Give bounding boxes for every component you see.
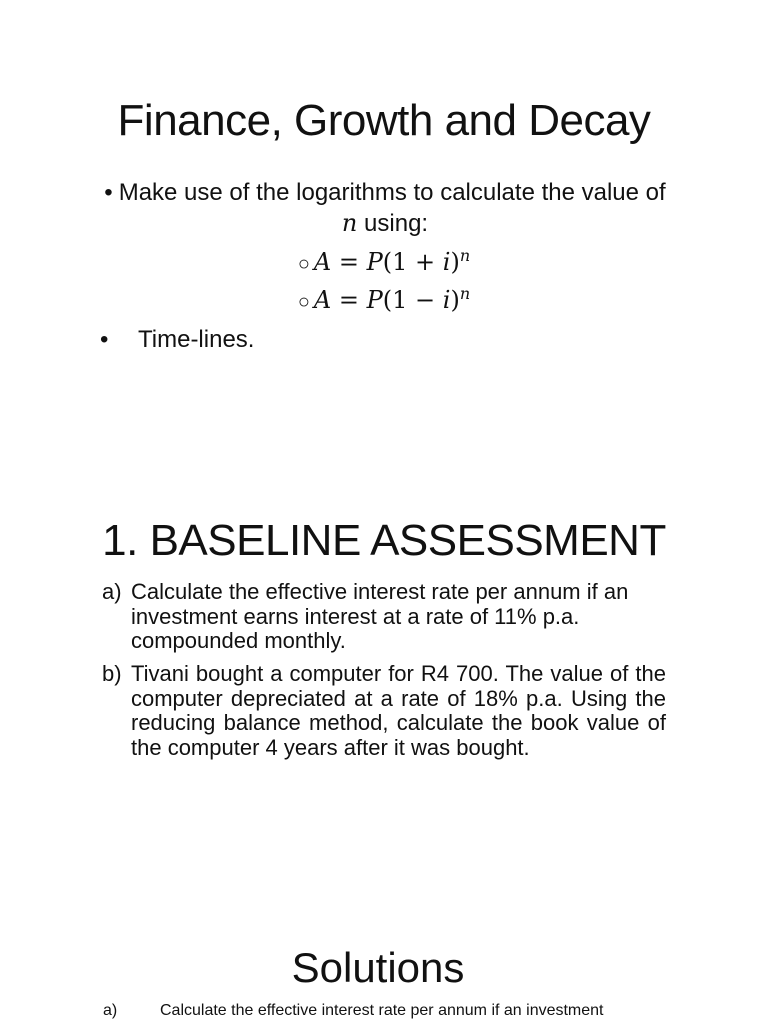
formula-a: A	[313, 286, 332, 314]
formula-paren: (1 +	[382, 248, 443, 276]
formula-i: i	[442, 286, 451, 314]
bullet-text: Time-lines.	[138, 326, 255, 353]
question-label: a)	[102, 579, 122, 604]
question-text: Calculate the effective interest rate per annum if an investment earns interest at a rate of 11% p.a. compounded monthly.	[131, 579, 629, 653]
formula-close: )	[450, 286, 460, 314]
slide-title-finance: Finance, Growth and Decay	[117, 96, 651, 145]
formula-exponent: n	[459, 246, 471, 265]
bullet-text-suffix: using:	[357, 210, 429, 237]
bullet-logarithms	[100, 178, 670, 239]
slide-title-baseline-assessment: 1. BASELINE ASSESSMENT	[102, 516, 666, 565]
formula-paren: (1 −	[382, 286, 443, 314]
formula-equals: =	[331, 248, 367, 276]
sub-bullet-circle: ○	[297, 291, 310, 313]
formula-a: A	[313, 248, 332, 276]
formula-compound-decay	[0, 284, 768, 314]
sub-bullet-circle: ○	[297, 253, 310, 275]
bullet-math-variable: n	[341, 209, 358, 237]
question-label: b)	[102, 661, 122, 686]
question-b	[102, 662, 666, 760]
solution-text: Calculate the effective interest rate per annum if an investment	[160, 1002, 604, 1019]
solution-question-a	[103, 1002, 604, 1020]
formula-p: P	[366, 286, 383, 314]
formula-equals: =	[331, 286, 367, 314]
bullet-dot: •	[104, 179, 113, 206]
formula-exponent: n	[459, 284, 471, 303]
slide-title-solutions: Solutions	[291, 944, 465, 991]
bullet-text-prefix: Make use of the logarithms to calculate the value of	[118, 179, 666, 206]
formula-p: P	[366, 248, 383, 276]
solution-label: a)	[103, 1002, 118, 1019]
question-a	[102, 580, 666, 654]
formula-compound-growth	[0, 246, 768, 276]
formula-close: )	[450, 248, 460, 276]
question-text: Tivani bought a computer for R4 700. The value of the computer depreciated at a rate of 18% p.a. Using the reducing balance method, calculate the book value of the computer 4 years after it was bought.	[131, 661, 666, 760]
bullet-time-lines	[100, 326, 254, 354]
bullet-dot: •	[100, 326, 109, 353]
formula-i: i	[442, 248, 451, 276]
